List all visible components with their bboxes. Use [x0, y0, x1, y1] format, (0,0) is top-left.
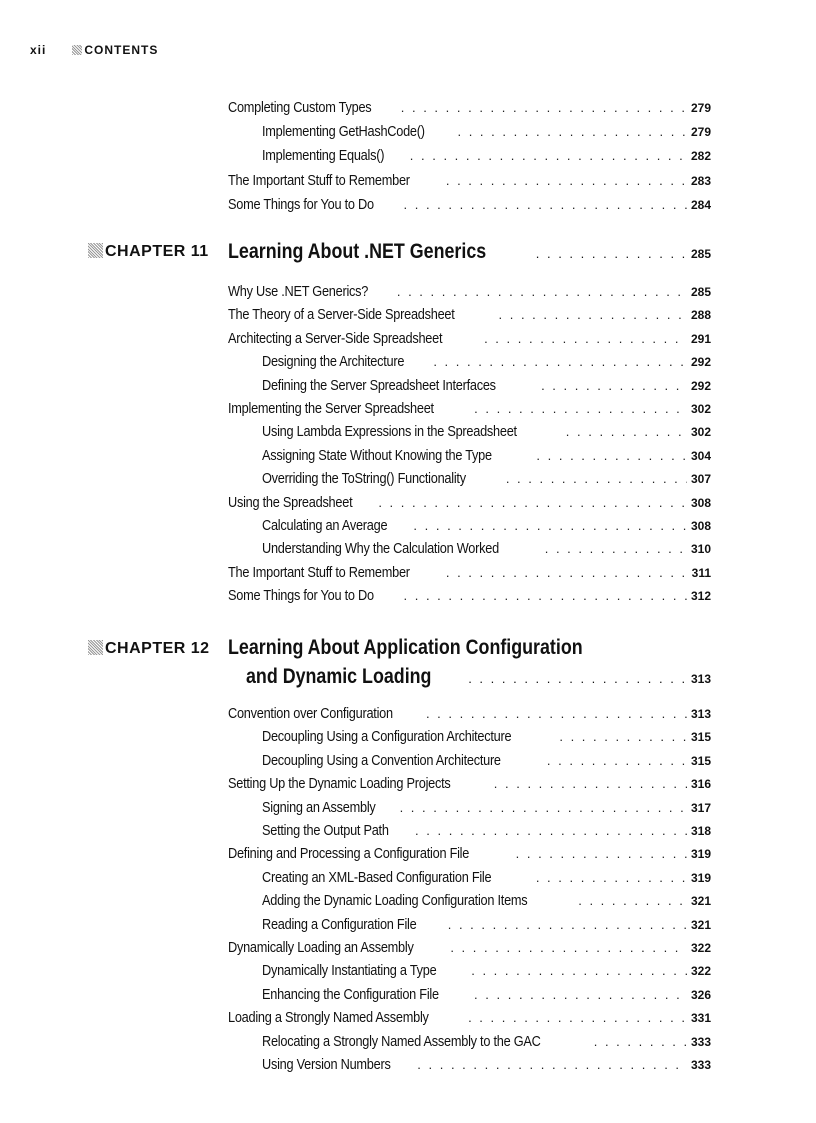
toc-entry[interactable] — [262, 353, 711, 373]
leader-dots — [448, 917, 687, 932]
leader-dots — [594, 1034, 687, 1049]
page-ref: 319 — [690, 870, 711, 885]
leader-dots — [400, 800, 687, 815]
entry-title: Architecting a Server-Side Spreadsheet — [228, 329, 443, 347]
page-ref: 292 — [690, 355, 711, 370]
entry-title: Dynamically Loading an Assembly — [228, 939, 414, 956]
leader-dots — [516, 846, 687, 861]
leader-dots — [474, 987, 687, 1002]
leader-dots — [457, 124, 687, 139]
leader-dots — [484, 331, 687, 346]
toc-entry[interactable] — [262, 517, 711, 537]
entry-title: Signing an Assembly — [262, 798, 376, 816]
entry-title: Setting Up the Dynamic Loading Projects — [228, 775, 451, 793]
entry-title: Some Things for You to Do — [228, 195, 374, 213]
leader-dots — [536, 246, 687, 261]
leader-dots — [474, 401, 687, 416]
entry-title: Loading a Strongly Named Assembly — [228, 1009, 429, 1027]
entry-title: Creating an XML-Based Configuration File — [262, 868, 492, 886]
toc-entry[interactable] — [262, 423, 711, 443]
toc-entry[interactable] — [262, 1033, 711, 1053]
page-ref: 321 — [690, 894, 711, 909]
toc-entry[interactable] — [228, 306, 711, 326]
leader-dots — [410, 148, 687, 163]
toc-entry[interactable] — [262, 822, 711, 842]
page-ref: 315 — [690, 753, 711, 768]
entry-title: Decoupling Using a Convention Architecture — [262, 751, 501, 769]
toc-entry[interactable] — [262, 147, 711, 167]
toc-entry[interactable] — [228, 99, 711, 119]
toc-entry[interactable] — [228, 1009, 711, 1029]
page-ref: 291 — [690, 331, 711, 346]
leader-dots — [536, 448, 687, 463]
toc-entry[interactable] — [262, 916, 711, 936]
leader-dots — [578, 893, 687, 908]
running-header — [30, 43, 158, 57]
leader-dots — [536, 870, 687, 885]
page-ref: 313 — [690, 707, 711, 721]
leader-dots — [566, 424, 687, 439]
entry-title: Using Version Numbers — [262, 1056, 391, 1073]
toc-entry[interactable] — [228, 775, 711, 795]
leader-dots — [417, 1057, 687, 1072]
toc-entry[interactable] — [228, 283, 711, 303]
page-ref: 308 — [690, 519, 711, 533]
entry-title: Implementing the Server Spreadsheet — [228, 400, 434, 417]
toc-entry[interactable] — [262, 962, 711, 982]
leader-dots — [378, 495, 687, 510]
page-ref: 322 — [690, 964, 711, 979]
page-ref: 288 — [690, 308, 711, 323]
toc-entry[interactable] — [262, 799, 711, 819]
toc-entry[interactable] — [262, 986, 711, 1006]
entry-title: Defining the Server Spreadsheet Interfaces — [262, 376, 496, 394]
page-ref: 285 — [690, 285, 711, 299]
toc-entry[interactable] — [262, 728, 711, 748]
page-number: xii — [30, 43, 47, 57]
entry-title: Decoupling Using a Configuration Architecture — [262, 728, 512, 746]
section-name: CONTENTS — [84, 43, 159, 57]
page-ref: 302 — [690, 402, 711, 416]
toc-entry[interactable] — [228, 172, 711, 192]
page-ref: 285 — [690, 247, 711, 261]
toc-entry[interactable] — [228, 587, 711, 607]
leader-dots — [494, 776, 687, 791]
chapter-11-title[interactable]: Learning About .NET Generics . . . 285 — [228, 240, 711, 264]
chapter-11-label: CHAPTER 11 — [88, 243, 209, 261]
page-ref: 279 — [690, 125, 711, 140]
entry-title: Why Use .NET Generics? — [228, 283, 369, 300]
entry-title: Dynamically Instantiating a Type — [262, 962, 437, 980]
entry-title: Assigning State Without Knowing the Type — [262, 446, 492, 464]
entry-title: Completing Custom Types — [228, 99, 372, 116]
leader-dots — [446, 565, 688, 580]
entry-title: Enhancing the Configuration File — [262, 985, 439, 1003]
leader-dots — [450, 940, 687, 955]
square-icon — [88, 243, 103, 258]
page-ref: 283 — [690, 173, 711, 188]
page-ref: 316 — [690, 777, 711, 792]
page-ref: 284 — [690, 197, 711, 212]
leader-dots — [397, 284, 687, 299]
toc-entry[interactable] — [228, 939, 711, 959]
chapter-12-title-line2[interactable]: and Dynamic Loading . . . 313 — [246, 665, 711, 689]
entry-title: The Important Stuff to Remember — [228, 171, 410, 189]
page-ref: 333 — [690, 1034, 711, 1049]
leader-dots — [433, 354, 687, 369]
toc-entry[interactable] — [262, 447, 711, 467]
leader-dots — [545, 541, 687, 556]
leader-dots — [446, 173, 687, 188]
page-ref: 317 — [690, 800, 711, 815]
leader-dots — [404, 588, 687, 603]
leader-dots — [541, 378, 687, 393]
page-ref: 308 — [690, 495, 711, 510]
page-ref: 326 — [690, 987, 711, 1002]
entry-title: Reading a Configuration File — [262, 915, 417, 933]
square-icon — [88, 640, 103, 655]
page-ref: 302 — [690, 425, 711, 440]
toc-entry[interactable] — [228, 330, 711, 350]
chapter-12-title-line1[interactable]: Learning About Application Configuration — [228, 636, 583, 659]
page-ref: 307 — [690, 472, 711, 487]
leader-dots — [506, 471, 687, 486]
page-ref: 319 — [690, 847, 711, 862]
entry-title: Calculating an Average — [262, 517, 388, 534]
toc-entry[interactable] — [262, 892, 711, 912]
entry-title: Implementing Equals() — [262, 147, 385, 165]
leader-dots — [468, 1010, 687, 1025]
page-ref: 318 — [690, 824, 711, 838]
page-ref: 315 — [690, 730, 711, 745]
leader-dots — [468, 671, 687, 686]
entry-title: Using Lambda Expressions in the Spreadsheet — [262, 423, 517, 441]
page-ref: 322 — [690, 941, 711, 955]
chapter-12-label: CHAPTER 12 — [88, 640, 210, 658]
page-ref: 313 — [690, 672, 711, 686]
entry-title: Designing the Architecture — [262, 353, 405, 371]
page-ref: 310 — [690, 542, 711, 557]
page-ref: 304 — [690, 448, 711, 463]
square-icon — [72, 45, 82, 55]
toc-entry[interactable] — [262, 1056, 711, 1076]
leader-dots — [547, 753, 687, 768]
toc-entry[interactable] — [262, 123, 711, 143]
page-ref: 321 — [690, 917, 711, 932]
entry-title: Defining and Processing a Configuration File — [228, 845, 470, 863]
toc-entry[interactable] — [262, 752, 711, 772]
leader-dots — [499, 307, 687, 322]
leader-dots — [404, 197, 687, 212]
entry-title: Implementing GetHashCode() — [262, 123, 425, 141]
leader-dots — [401, 100, 687, 115]
toc-entry[interactable] — [228, 400, 711, 420]
toc-entry[interactable] — [228, 494, 711, 514]
entry-title: Convention over Configuration — [228, 705, 393, 722]
page-ref: 333 — [690, 1058, 711, 1072]
entry-title: Overriding the ToString() Functionality — [262, 470, 466, 488]
leader-dots — [415, 823, 687, 838]
entry-title: Adding the Dynamic Loading Configuration Items — [262, 892, 528, 910]
leader-dots — [471, 963, 687, 978]
page-ref: 311 — [691, 565, 711, 580]
entry-title: Relocating a Strongly Named Assembly to the GAC — [262, 1032, 541, 1050]
page-ref: 331 — [690, 1011, 711, 1026]
toc-entry[interactable] — [262, 869, 711, 889]
page-ref: 292 — [690, 378, 711, 393]
entry-title: Setting the Output Path — [262, 822, 389, 839]
toc-entry[interactable] — [228, 564, 711, 584]
entry-title: Using the Spreadsheet — [228, 493, 353, 511]
leader-dots — [426, 706, 687, 721]
toc-entry[interactable] — [228, 845, 711, 865]
entry-title: Some Things for You to Do — [228, 587, 374, 605]
leader-dots — [559, 729, 687, 744]
toc-entry[interactable] — [228, 196, 711, 216]
toc-entry[interactable] — [262, 540, 711, 560]
page-ref: 282 — [690, 149, 711, 164]
page-ref: 279 — [690, 101, 711, 115]
page-ref: 312 — [690, 589, 711, 604]
entry-title: The Important Stuff to Remember — [228, 563, 410, 581]
entry-title: Understanding Why the Calculation Worked — [262, 540, 499, 558]
toc-entry[interactable] — [262, 470, 711, 490]
leader-dots — [413, 518, 687, 533]
toc-entry[interactable] — [262, 377, 711, 397]
entry-title: The Theory of a Server-Side Spreadsheet — [228, 306, 455, 324]
toc-entry[interactable] — [228, 705, 711, 725]
